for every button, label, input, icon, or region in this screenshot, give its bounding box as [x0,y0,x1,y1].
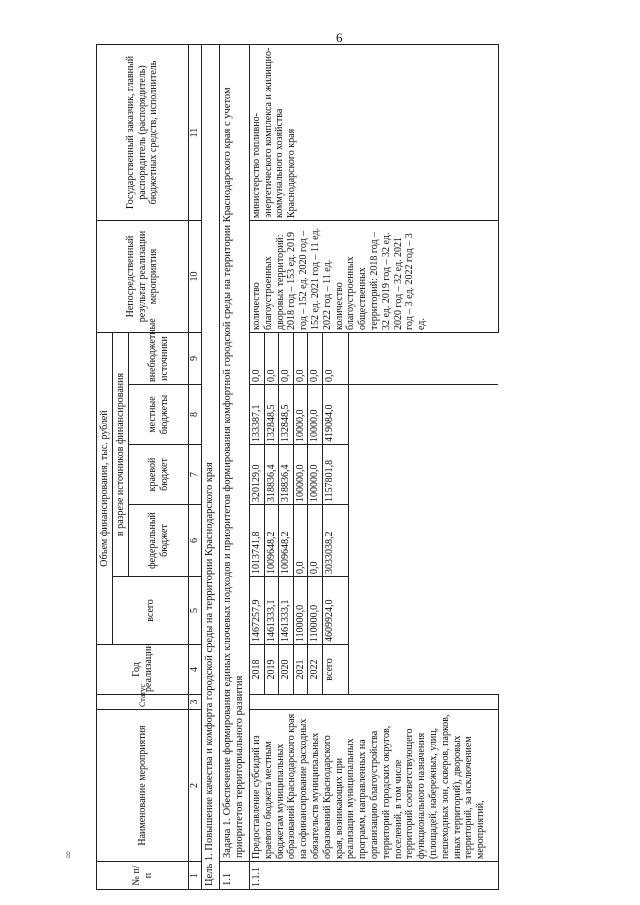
federal-cell: 0,0 [308,505,323,577]
program-table [96,44,499,890]
year-cell: 2022 [308,645,323,695]
header-executor: Государственный заказчик, главный распорядитель (распорядитель) бюджетных средств, исполнитель [97,45,189,221]
local-cell: 419084,0 [322,385,348,445]
header-name: Наименование мероприятия [97,710,189,862]
item-executor: министерство топливно-энергетического комплекса и жилищно-коммунального хозяйства Краснодарского края [250,45,499,221]
extra-cell: 0,0 [279,333,294,385]
header-num: № п/п [97,862,189,890]
federal-cell: 1009648,2 [279,505,294,577]
header-total: всего [113,577,189,645]
task-number: 1.1 [220,862,250,890]
extra-cell: 0,0 [322,333,348,385]
extra-cell: 0,0 [293,333,308,385]
header-local: местные бюджеты [129,385,189,445]
header-result: Непосредственный результат реализации мероприятия [97,221,189,333]
regional-cell: 100000,0 [308,445,323,505]
federal-cell: 3033038,2 [322,505,348,577]
year-cell: 2021 [293,645,308,695]
regional-cell: 318836,4 [279,445,294,505]
federal-cell: 0,0 [293,505,308,577]
regional-cell: 318836,4 [264,445,279,505]
item-number: 1.1.1 [250,862,499,890]
extra-cell: 0,0 [308,333,323,385]
local-cell: 133387,1 [250,385,265,445]
year-cell: 2020 [279,645,294,695]
local-cell: 10000,0 [293,385,308,445]
col-number: 9 [189,333,202,385]
federal-cell: 1013741,8 [250,505,265,577]
regional-cell: 1157801,8 [322,445,348,505]
regional-cell: 320129,0 [250,445,265,505]
col-number: 3 [189,695,202,710]
year-cell: 2018 [250,645,265,695]
empty-cell [348,505,498,577]
goal-row: Цель 1. Повышение качества и комфорта городской среды на территории Краснодарского края [202,45,220,890]
item-name: Предоставление субсидий из краевого бюджета местным бюджетам муниципальных образований Краснодарского края на софинансирование расходных обязательств муниципальных образований Краснодарского края, возникающих при реализации муниципальных программ, направленных на организацию благоустройства территорий городских округов, поселений, в том числе территорий соответствующего функционального назначения (площадей, набережных, улиц, пешеходных зон, скверов, парков, иных территорий), дворовых территорий, за исключением мероприятий, [250,710,499,862]
federal-cell: 1009648,2 [264,505,279,577]
local-cell: 132848,5 [264,385,279,445]
year-cell: 2019 [264,645,279,695]
empty-cell [348,577,498,645]
header-extra: внебюджетные источники [129,333,189,385]
local-cell: 132848,5 [279,385,294,445]
col-number: 11 [189,45,202,221]
regional-cell: 100000,0 [293,445,308,505]
col-number: 8 [189,385,202,445]
item-status [250,695,499,710]
total-cell: 4609924,0 [322,577,348,645]
side-mark: 8 [66,850,71,860]
header-regional: краевой бюджет [129,445,189,505]
extra-cell: 0,0 [264,333,279,385]
col-number: 10 [189,221,202,333]
header-status: Статус [97,695,189,710]
empty-cell [348,645,498,695]
empty-cell [348,445,498,505]
total-cell: 1461333,1 [279,577,294,645]
header-funding: Объем финансирования, тыс. рублей [97,333,113,645]
rotated-table-wrapper [96,45,582,890]
header-year: Год реализации [97,645,189,695]
col-number: 1 [189,862,202,890]
col-number: 7 [189,445,202,505]
col-number: 6 [189,505,202,577]
extra-cell: 0,0 [250,333,265,385]
header-federal: федеральный бюджет [129,505,189,577]
col-number: 2 [189,710,202,862]
local-cell: 10000,0 [308,385,323,445]
col-number: 4 [189,645,202,695]
header-sources: в разрезе источников финансирования [113,333,129,577]
empty-cell [348,385,498,445]
item-result: количество благоустроенных дворовых территорий: 2018 год – 153 ед. 2019 год – 152 ед. 2020 год – 152 ед. 2021 год – 11 ед. 2022 год – 11 ед. количество благоустроенных общественных территорий: 2018 год – 32 ед. 2019 год – 32 ед. 2020 год – 32 ед. 2021 год – 3 ед. 2022 год – 3 ед. [250,221,499,333]
year-cell: всего [322,645,348,695]
total-cell: 110000,0 [293,577,308,645]
total-cell: 1461333,1 [264,577,279,645]
page-number: 6 [336,30,343,45]
empty-cell [348,333,498,385]
col-number: 5 [189,577,202,645]
total-cell: 110000,0 [308,577,323,645]
task-row: Задача 1. Обеспечение формирования единых ключевых подходов и приоритетов формирования комфортной городской среды на территории Краснодарского края с учетом приоритетов территориального развития [220,45,250,862]
total-cell: 1467257,9 [250,577,265,645]
